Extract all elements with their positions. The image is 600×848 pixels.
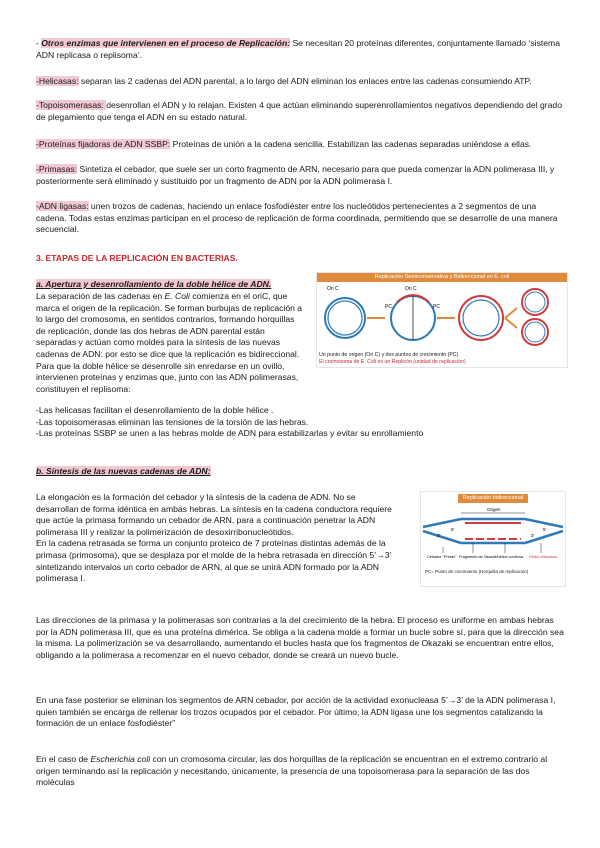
- bullet-ssbp: -Las proteínas SSBP se unen a las hebras molde de ADN para estabilizarlas y evitar su enrollamiento: [36, 428, 424, 439]
- bullet-helicasas: -Las helicasas facilitan el desenrollamiento de la doble hélice .: [36, 405, 274, 415]
- figure-replication-ecoli: [316, 272, 568, 368]
- figure-1-caption-2: El cromosoma de E. Coli es un Replicón (unidad de replicación): [319, 358, 466, 365]
- fig2-end-3: 3': [531, 533, 535, 539]
- figure-2-diagram: [421, 503, 565, 565]
- paragraph-a-part-1: La separación de las cadenas en: [36, 291, 165, 301]
- fig2-label-okazaki: Fragmento de Okazaki: [459, 555, 498, 560]
- strand-left-bottom: [423, 531, 461, 543]
- chromosome-circle-1-inner: [328, 301, 362, 335]
- intro-label: Otros enzimas que intervienen en el proceso de Replicación:: [41, 38, 291, 48]
- paragraph-e: [36, 754, 564, 789]
- fig2-label-continua: Hélice continua: [497, 555, 523, 560]
- subheading-b: [36, 466, 236, 478]
- ligasas-label: -ADN ligasas:: [36, 201, 89, 211]
- paragraph-b-1: La elongación es la formación del cebador y la síntesis de la cadena de ADN. No se desarrollan de forma idéntica en ambas hebras. La síntesis en la cadena conductora requiere que actúe la primasa formando un cebador de ARN, para a continuación penetrar la ADN polimerasa III y realizar la polimerización de desoxirribonucleótidos.: [36, 492, 392, 537]
- daughter-circle-1: [522, 289, 548, 315]
- arrow-3: [505, 308, 517, 318]
- chromosome-circle-1: [325, 298, 365, 338]
- fig1-label-pc-2: PC: [433, 304, 440, 311]
- subheading-a-text: a. Apertura y desenrollamiento de la doble hélice de ADN.: [36, 279, 272, 289]
- figure-2-title: Replicación bidireccional: [458, 494, 528, 503]
- chromosome-circle-3-inner: [463, 300, 499, 336]
- fig2-label-cebador: Cebador "Primer": [427, 555, 457, 560]
- intro-text: Se necesitan 20 proteínas diferentes, conjuntamente llamado ‘sistema ADN replicasa o replisoma’.: [36, 38, 560, 60]
- fig1-label-pc-1: PC: [385, 304, 392, 311]
- paragraph-e-part-2: con un cromosoma circular, las dos horquillas de la replicación se encuentran en el extremo contrario al origen terminando así la replicación y necesitando, únicamente, la presencia de una topoisomerasa para la separación de las dos moléculas: [36, 754, 548, 788]
- fig2-end-2: 5': [451, 527, 455, 533]
- primasas-paragraph: [36, 164, 564, 187]
- subheading-a: [36, 279, 294, 291]
- paragraph-d: En una fase posterior se eliminan los segmentos de ARN cebador, por acción de la actividad exonucleasa 5’→3’ de la ADN polimerasa I, quien también se encarga de rellenar los trozos ocupados por el cebador. Por último, la ADN ligasa une los segmentos catalizando la formación de un enlace fosfodiéster”: [36, 695, 556, 729]
- paragraph-c: Las direcciones de la primasa y la polimerasas son contrarias a la del crecimiento de la hebra. El proceso es uniforme en ambas hebras por la ADN polimerasa III, que es una proteína dimérica. Se obliga a la cadena molde a formar un bucle sobre sí, para que la dirección sea la misma. La polimerización se va desarrollando, aumentando el bucles hasta que los fragmentos de Okazaki se encuentran entre ellos, obligando a la polimerasa a recomenzar en el nuevo cebador, donde se creará un nuevo bucle.: [36, 615, 564, 660]
- paragraph-a: [36, 291, 304, 395]
- ligasas-text: unen trozos de cadenas, haciendo un enlace fosfodiéster entre los nucleótidos pertenecientes a 2 segmentos de una cadena. Todas estas enzimas participan en el proceso de replicación de forma coordinada, permitiendo que se desarrolle de una manera secuencial.: [36, 201, 558, 235]
- helicasas-label: -Helicasas:: [36, 76, 79, 86]
- fig2-label-retardada: Hélice retardada: [529, 555, 557, 560]
- figure-bidirectional-replication: [420, 491, 566, 587]
- daughter-circle-1-inner: [525, 292, 545, 312]
- primasas-text: Sintetiza el cebador, que suele ser un corto fragmento de ARN, necesario para que pueda comenzar la ADN polimerasa III, y posteriormente será eliminado y sustituido por un fragmento de ADN por la ADN polimerasa I.: [36, 164, 555, 186]
- figure-2-caption: PC= Punto de crecimiento (Horquilla de replicación): [425, 569, 529, 575]
- strand-left-top: [423, 519, 461, 527]
- ssbp-text: Proteínas de unión a la cadena sencilla. Estabilizan las cadenas separadas uniéndose a ellas.: [170, 139, 532, 149]
- paragraph-a-ecoli: E. Coli: [164, 291, 190, 301]
- topo-text: desenrollan el ADN y lo relajan. Existen 4 que actúan eliminando superenrollamientos negativos dependiendo del grado de plegamiento que tenga el ADN en su estado natural.: [36, 100, 562, 122]
- section-3-title: 3. ETAPAS DE LA REPLICACIÓN EN BACTERIAS.: [36, 253, 238, 263]
- topoisomerasas-paragraph: [36, 100, 564, 123]
- intro-paragraph: [36, 38, 564, 61]
- helicasas-text: separan las 2 cadenas del ADN parental, a lo largo del ADN eliminan los enlaces entre las cadenas consumiendo ATP.: [78, 76, 532, 86]
- arrow-4: [505, 318, 517, 328]
- fig2-origin-label: Origen: [487, 507, 501, 513]
- figure-1-diagram: [317, 282, 567, 348]
- paragraph-b-2: En la cadena retrasada se forma un conjunto proteico de 7 proteínas distintas además de la primasa (primosoma), que se desplaza por el molde de la hebra retrasada en dirección 5’→3’ sintetizando intervalos un corto cebador de ARN, al que se unirá ADN formado por la ADN polimerasa I.: [36, 538, 392, 584]
- primasas-label: -Primasas:: [36, 164, 78, 174]
- topo-label: -Topoisomerasas:: [36, 100, 107, 110]
- figure-1-caption-1: Un punto de origen (Ori C) y dos puntos de crecimiento (PC): [319, 352, 459, 359]
- strand-right-top: [525, 519, 563, 527]
- ligasas-paragraph: [36, 201, 564, 236]
- daughter-circle-2-inner: [525, 322, 545, 342]
- paragraph-a-part-2: comienza en el oriC, que marca el origen de la replicación. Se forman burbujas de replicación a lo largo del cromosoma, en sentidos contrarios, formando horquillas de replicación, donde las dos hebras de ADN parental están separadas y actúan como moldes para la síntesis de las nuevas cadenas de ADN: por esto se dice que la replicación es bidireccional. Para que la doble hélice se desenrolle sin enredarse en un ovillo, intervienen proteínas y enzimas que, junto con las ADN polimerasas, constituyen el replisoma:: [36, 291, 303, 394]
- helicasas-paragraph: [36, 76, 564, 88]
- paragraph-e-part-1: En el caso de: [36, 754, 91, 764]
- fig1-label-oric-1: Ori C: [327, 286, 339, 293]
- fig2-end-4: 5': [543, 527, 547, 533]
- ssbp-label: -Proteínas fijadoras de ADN SSBP:: [36, 139, 171, 149]
- subheading-b-text: b. Síntesis de las nuevas cadenas de ADN:: [36, 466, 211, 476]
- ssbp-paragraph: [36, 139, 564, 151]
- fig2-end-1: 3': [437, 533, 441, 539]
- chromosome-circle-3: [459, 296, 503, 340]
- fig1-label-oric-2: Ori C: [405, 286, 417, 293]
- figure-1-title: Replicación Semiconservativa y Bidireccional en E. coli: [317, 273, 567, 282]
- bullet-list: [36, 405, 564, 440]
- daughter-circle-2: [522, 319, 548, 345]
- intro-dash: -: [36, 38, 42, 48]
- paragraph-b: [36, 492, 392, 585]
- bullet-topoisomerasas: -Las topoisomerasas eliminan las tensiones de la torsión de las hebras.: [36, 416, 309, 427]
- paragraph-e-ecoli: Escherichia coli: [90, 754, 151, 764]
